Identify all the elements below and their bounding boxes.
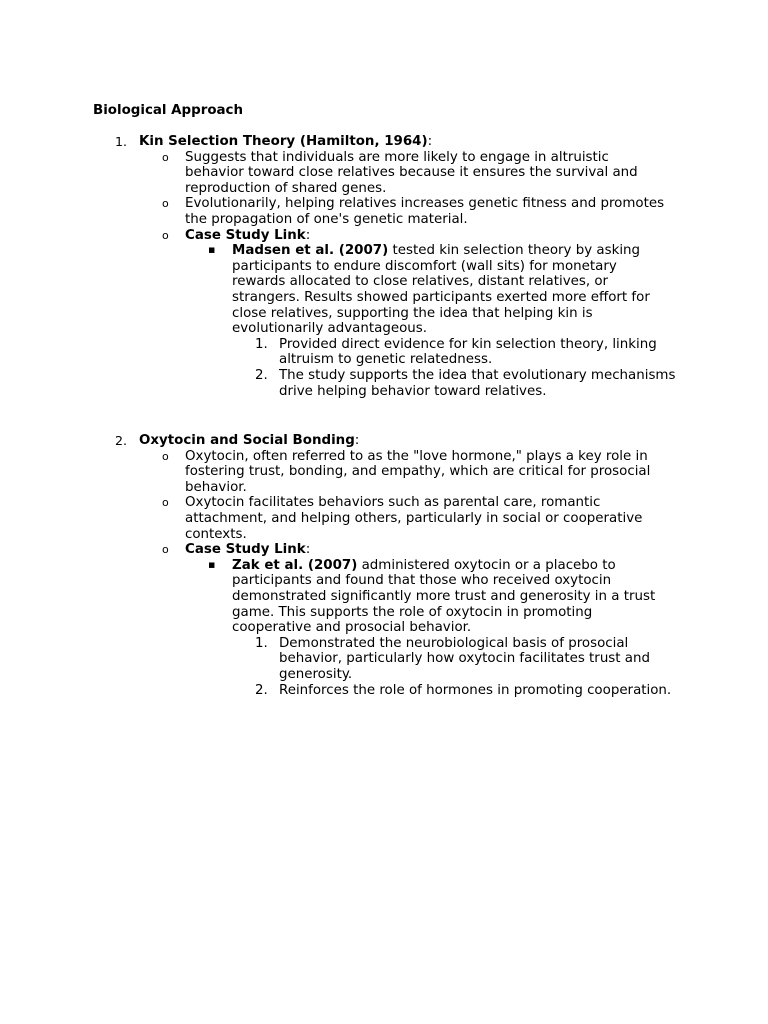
document-heading: Biological Approach — [93, 103, 244, 118]
study-description: tested kin selection theory by asking participants to endure discomfort (wall sits) for monetary rewards allocated to close relatives, distant relatives, or strangers. Results showed participants exerted more effort for close relatives, supporting the idea that helping kin is evolutionarily advantageous. — [232, 243, 650, 337]
point-text: Suggests that individuals are more likely to engage in altruistic behavior toward close relatives because it ensures the survival and reproduction of shared genes. — [185, 149, 638, 196]
sub-point-text: Reinforces the role of hormones in promoting cooperation. — [279, 682, 672, 698]
sub-point-text: The study supports the idea that evolutionary mechanisms drive helping behavior toward relatives. — [279, 367, 676, 399]
list-item — [255, 337, 679, 368]
section-title-suffix: : — [427, 134, 433, 149]
circle-bullet-icon: o — [162, 228, 169, 242]
section-oxytocin — [115, 433, 695, 698]
list-item — [162, 196, 665, 227]
circle-bullet-icon: o — [162, 449, 169, 463]
study-description: administered oxytocin or a placebo to participants and found that those who received oxytocin demonstrated significantly more trust and generosity in a trust game. This supports the role of oxytocin in promoting cooperative and prosocial behavior. — [232, 557, 656, 636]
section-kin-selection — [115, 134, 695, 399]
square-bullet-icon: ▪ — [208, 243, 216, 257]
circle-bullet-icon: o — [162, 543, 169, 557]
study-citation: Zak et al. (2007) — [232, 557, 358, 573]
sub-point-number: 1. — [255, 635, 268, 651]
case-study-label: Case Study Link — [185, 542, 306, 558]
section-title-suffix: : — [354, 433, 360, 448]
sub-point-text: Demonstrated the neurobiological basis of prosocial behavior, particularly how oxytocin facilitates trust and generosity. — [279, 635, 650, 682]
case-study-suffix: : — [305, 542, 311, 558]
section-number: 2. — [115, 433, 128, 448]
point-text: Evolutionarily, helping relatives increases genetic fitness and promotes the propagation of one's genetic material. — [185, 196, 665, 227]
circle-bullet-icon: o — [162, 496, 169, 510]
list-item — [209, 558, 669, 636]
section-number: 1. — [115, 134, 128, 149]
point-text: Oxytocin, often referred to as the "love hormone," plays a key role in fostering trust, bonding, and empathy, which are critical for prosocial behavior. — [185, 448, 651, 495]
case-study-label: Case Study Link — [185, 227, 306, 243]
study-citation: Madsen et al. (2007) — [232, 243, 389, 259]
section-title-text: Kin Selection Theory (Hamilton, 1964) — [139, 134, 428, 149]
section-title — [115, 134, 695, 150]
section-title — [115, 433, 695, 449]
circle-bullet-icon: o — [162, 150, 169, 164]
list-item — [162, 495, 675, 542]
case-study-suffix: : — [305, 227, 311, 243]
list-item — [255, 368, 679, 399]
list-item — [162, 150, 665, 197]
sub-point-number: 2. — [255, 682, 268, 698]
list-item — [162, 449, 665, 496]
sub-point-text: Provided direct evidence for kin selection theory, linking altruism to genetic relatedness. — [279, 336, 657, 368]
sub-point-number: 1. — [255, 336, 268, 352]
section-title-text: Oxytocin and Social Bonding — [139, 433, 355, 448]
list-item — [209, 243, 669, 337]
circle-bullet-icon: o — [162, 197, 169, 211]
square-bullet-icon: ▪ — [208, 557, 216, 571]
list-item — [162, 542, 665, 558]
list-item — [162, 228, 665, 244]
list-item — [255, 683, 679, 699]
sub-point-number: 2. — [255, 367, 268, 383]
point-text: Oxytocin facilitates behaviors such as parental care, romantic attachment, and helping others, particularly in social or cooperative contexts. — [185, 495, 643, 542]
list-item — [255, 636, 679, 683]
